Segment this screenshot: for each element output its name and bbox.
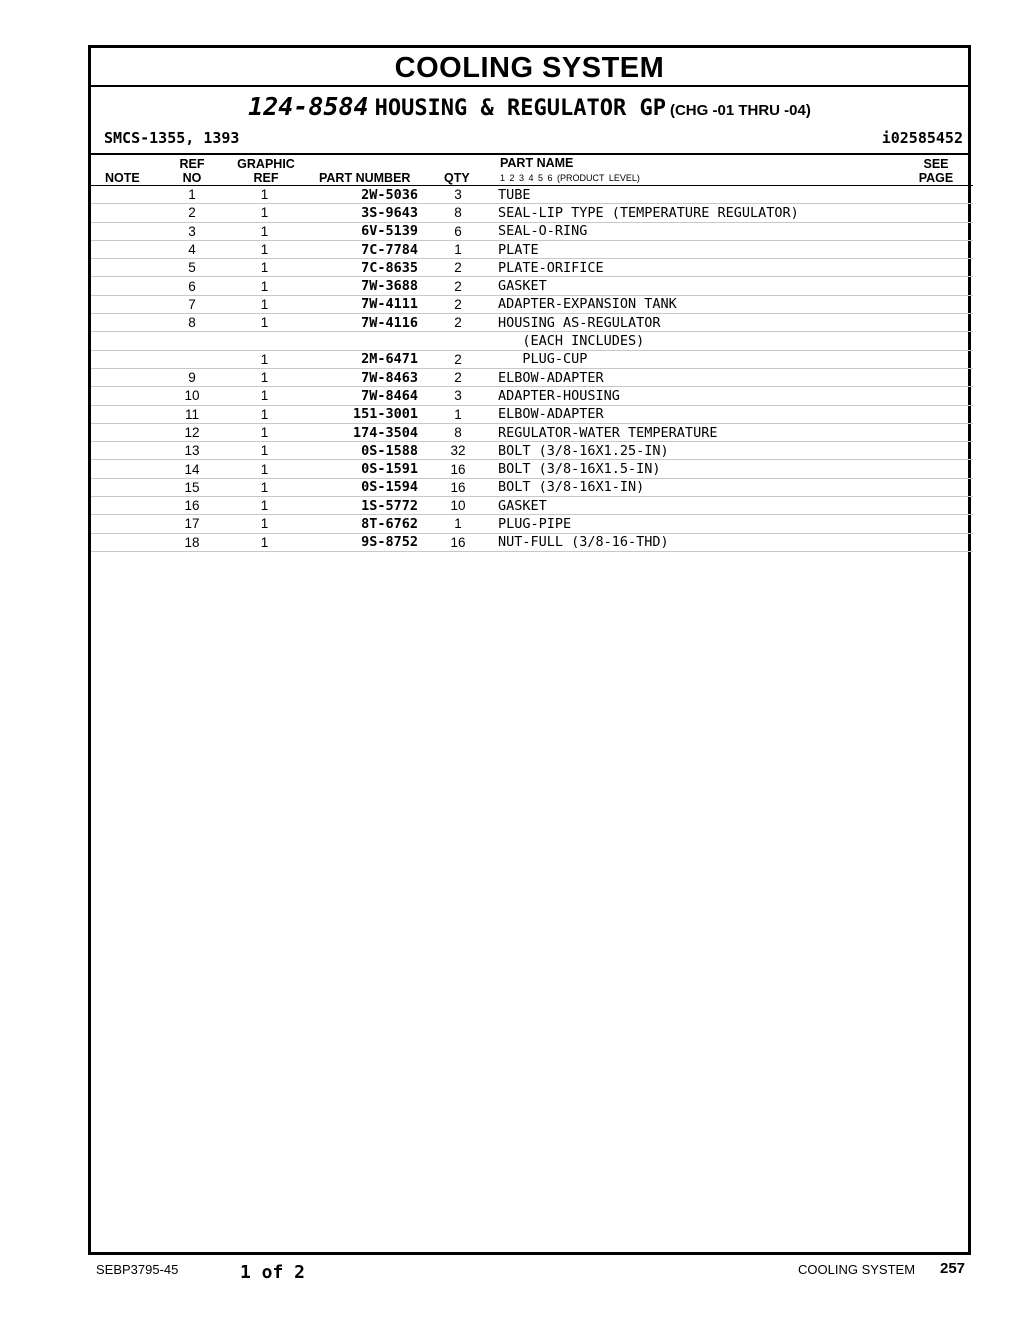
table-row [91,515,973,533]
graphic-ref-cell: 1 [229,259,300,277]
col-header-qty: QTY [444,171,470,185]
table-row [91,405,973,423]
note-cell [91,387,155,405]
table-row [91,442,973,460]
graphic-ref-cell: 1 [229,442,300,460]
part-number-cell: 7W-4116 [300,314,418,332]
qty-cell: 16 [418,533,498,551]
footer-section: COOLING SYSTEM [798,1262,916,1277]
ref-no-cell: 15 [155,478,229,496]
note-cell [91,204,155,222]
part-number-cell: 0S-1591 [300,460,418,478]
qty-cell [418,332,498,350]
part-name-cell: PLATE [498,240,973,258]
graphic-ref-cell: 1 [229,277,300,295]
part-name-cell: GASKET [498,497,973,515]
table-row [91,387,973,405]
group-name: HOUSING & REGULATOR GP [374,96,666,121]
part-number-cell: 174-3504 [300,423,418,441]
note-cell [91,277,155,295]
col-header-ref-bottom: NO [182,171,202,185]
part-number-cell: 8T-6762 [300,515,418,533]
ref-no-cell: 8 [155,314,229,332]
note-cell [91,368,155,386]
qty-cell: 2 [418,277,498,295]
page-of: 1 of 2 [240,1262,306,1283]
part-name-cell: SEAL-LIP TYPE (TEMPERATURE REGULATOR) [498,204,973,222]
table-row [91,259,973,277]
page-title: COOLING SYSTEM [91,48,968,87]
ref-no-cell: 17 [155,515,229,533]
note-cell [91,497,155,515]
col-header-note: NOTE [105,171,140,185]
ref-no-cell: 9 [155,368,229,386]
ref-no-cell: 7 [155,295,229,313]
graphic-ref-cell: 1 [229,478,300,496]
ref-no-cell: 18 [155,533,229,551]
part-number-cell: 7W-8463 [300,368,418,386]
qty-cell: 8 [418,423,498,441]
part-number-cell: 3S-9643 [300,204,418,222]
qty-cell: 1 [418,240,498,258]
ref-no-cell: 6 [155,277,229,295]
doc-id: SEBP3795-45 [96,1262,179,1277]
part-name-cell: (EACH INCLUDES) [498,332,973,350]
ref-no-cell: 11 [155,405,229,423]
note-cell [91,423,155,441]
ref-no-cell: 5 [155,259,229,277]
illustration-id: i02585452 [881,129,963,147]
note-cell [91,350,155,368]
graphic-ref-cell: 1 [229,368,300,386]
qty-cell: 3 [418,186,498,204]
note-cell [91,295,155,313]
table-row [91,277,973,295]
ref-no-cell [155,332,229,350]
ref-no-cell: 10 [155,387,229,405]
qty-cell: 2 [418,368,498,386]
note-cell [91,460,155,478]
part-number-cell: 151-3001 [300,405,418,423]
graphic-ref-cell: 1 [229,186,300,204]
qty-cell: 16 [418,478,498,496]
group-number: 124-8584 [248,92,369,121]
graphic-ref-cell: 1 [229,387,300,405]
note-cell [91,405,155,423]
table-row [91,497,973,515]
col-header-graphic-top: GRAPHIC [237,157,295,171]
ref-no-cell: 2 [155,204,229,222]
note-cell [91,222,155,240]
graphic-ref-cell: 1 [229,423,300,441]
ref-no-cell: 4 [155,240,229,258]
col-header-product-level: 1 2 3 4 5 6 (PRODUCT LEVEL) [500,173,640,183]
graphic-ref-cell: 1 [229,350,300,368]
note-cell [91,259,155,277]
ref-no-cell: 3 [155,222,229,240]
page-frame [88,45,971,1255]
table-row [91,222,973,240]
graphic-ref-cell: 1 [229,515,300,533]
qty-cell: 2 [418,259,498,277]
part-number-cell: 2W-5036 [300,186,418,204]
note-cell [91,442,155,460]
graphic-ref-cell: 1 [229,295,300,313]
part-name-cell: NUT-FULL (3/8-16-THD) [498,533,973,551]
qty-cell: 8 [418,204,498,222]
qty-cell: 3 [418,387,498,405]
note-cell [91,515,155,533]
table-row [91,295,973,313]
qty-cell: 2 [418,350,498,368]
part-name-cell: ELBOW-ADAPTER [498,368,973,386]
part-number-cell: 2M-6471 [300,350,418,368]
table-row [91,204,973,222]
note-cell [91,240,155,258]
part-name-cell: BOLT (3/8-16X1.5-IN) [498,460,973,478]
graphic-ref-cell: 1 [229,314,300,332]
part-number-cell: 9S-8752 [300,533,418,551]
col-header-part-number: PART NUMBER [319,171,411,185]
part-name-cell: ADAPTER-HOUSING [498,387,973,405]
table-row [91,423,973,441]
table-row [91,314,973,332]
graphic-ref-cell: 1 [229,533,300,551]
col-header-ref-top: REF [179,157,205,171]
header-rule [91,153,968,155]
group-change-range: (CHG -01 THRU -04) [669,102,811,119]
table-row [91,350,973,368]
part-number-cell [300,332,418,350]
graphic-ref-cell: 1 [229,405,300,423]
part-number-cell: 7W-4111 [300,295,418,313]
part-number-cell: 0S-1594 [300,478,418,496]
col-header-see-bottom: PAGE [918,171,954,185]
ref-no-cell: 16 [155,497,229,515]
part-number-cell: 7W-3688 [300,277,418,295]
part-number-cell: 1S-5772 [300,497,418,515]
part-number-cell: 7C-7784 [300,240,418,258]
table-row [91,478,973,496]
qty-cell: 2 [418,314,498,332]
col-header-see-top: SEE [923,157,949,171]
table-row [91,240,973,258]
graphic-ref-cell: 1 [229,460,300,478]
note-cell [91,478,155,496]
qty-cell: 6 [418,222,498,240]
ref-no-cell: 1 [155,186,229,204]
part-name-cell: GASKET [498,277,973,295]
ref-no-cell: 12 [155,423,229,441]
col-header-graphic-bottom: REF [253,171,279,185]
graphic-ref-cell [229,332,300,350]
note-cell [91,533,155,551]
part-name-cell: BOLT (3/8-16X1.25-IN) [498,442,973,460]
ref-no-cell: 13 [155,442,229,460]
graphic-ref-cell: 1 [229,240,300,258]
smcs-codes: SMCS-1355, 1393 [104,129,240,147]
note-cell [91,332,155,350]
part-name-cell: TUBE [498,186,973,204]
page-number: 257 [940,1260,966,1277]
col-header-part-name: PART NAME [500,156,574,170]
qty-cell: 32 [418,442,498,460]
qty-cell: 1 [418,515,498,533]
part-number-cell: 6V-5139 [300,222,418,240]
graphic-ref-cell: 1 [229,222,300,240]
part-name-cell: REGULATOR-WATER TEMPERATURE [498,423,973,441]
table-row [91,332,973,350]
part-number-cell: 0S-1588 [300,442,418,460]
part-name-cell: PLUG-CUP [498,350,973,368]
group-heading [91,92,968,126]
parts-table [91,185,973,552]
table-row [91,533,973,551]
part-name-cell: ADAPTER-EXPANSION TANK [498,295,973,313]
part-name-cell: PLATE-ORIFICE [498,259,973,277]
qty-cell: 1 [418,405,498,423]
part-name-cell: ELBOW-ADAPTER [498,405,973,423]
table-row [91,460,973,478]
part-name-cell: PLUG-PIPE [498,515,973,533]
note-cell [91,314,155,332]
part-number-cell: 7C-8635 [300,259,418,277]
table-row [91,186,973,204]
ref-no-cell: 14 [155,460,229,478]
graphic-ref-cell: 1 [229,497,300,515]
part-number-cell: 7W-8464 [300,387,418,405]
graphic-ref-cell: 1 [229,204,300,222]
note-cell [91,186,155,204]
qty-cell: 2 [418,295,498,313]
ref-no-cell [155,350,229,368]
part-name-cell: HOUSING AS-REGULATOR [498,314,973,332]
part-name-cell: BOLT (3/8-16X1-IN) [498,478,973,496]
table-row [91,368,973,386]
qty-cell: 16 [418,460,498,478]
part-name-cell: SEAL-O-RING [498,222,973,240]
qty-cell: 10 [418,497,498,515]
